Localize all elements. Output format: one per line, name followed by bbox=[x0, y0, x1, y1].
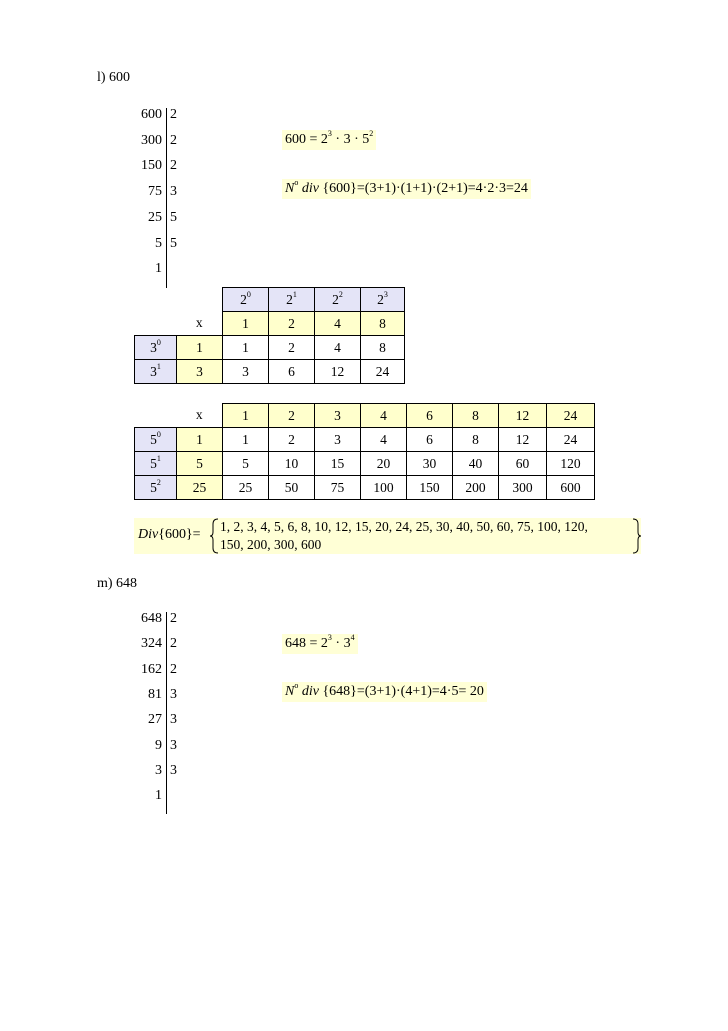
factor-row bbox=[120, 684, 200, 706]
header-value-cell: 24 bbox=[547, 404, 595, 428]
header-value-cell: 2 bbox=[269, 404, 315, 428]
row-value-cell: 1 bbox=[177, 336, 223, 360]
power-base: 2 bbox=[332, 291, 339, 307]
left-brace-icon bbox=[210, 518, 220, 554]
power-exponent: 0 bbox=[246, 289, 251, 299]
factor-number: 27 bbox=[148, 712, 162, 728]
factor-number: 324 bbox=[141, 636, 162, 652]
product-cell: 150 bbox=[407, 476, 453, 500]
factor-number: 9 bbox=[155, 737, 162, 753]
product-cell: 2 bbox=[269, 428, 315, 452]
product-cell: 25 bbox=[223, 476, 269, 500]
factor-number: 1 bbox=[155, 261, 162, 277]
blank-cell bbox=[135, 404, 177, 428]
formula-lhs: 648 = 2 bbox=[285, 636, 328, 651]
formula-n: N bbox=[285, 684, 295, 699]
power-base: 5 bbox=[150, 479, 157, 495]
product-cell: 40 bbox=[453, 452, 499, 476]
header-value-cell: 1 bbox=[223, 404, 269, 428]
power-exponent: 1 bbox=[156, 361, 161, 371]
table-row bbox=[135, 336, 405, 360]
power-header-cell bbox=[269, 288, 315, 312]
factor-divisor: 2 bbox=[170, 636, 177, 652]
factor-divisor: 2 bbox=[170, 158, 177, 174]
product-cell: 12 bbox=[315, 360, 361, 384]
formula-mid: · 3 · 5 bbox=[331, 132, 370, 147]
factor-divisor: 3 bbox=[170, 762, 177, 778]
div-label: Div bbox=[138, 527, 159, 542]
formula-rest: {648}=(3+1)·(4+1)=4·5= 20 bbox=[322, 684, 484, 699]
factor-row bbox=[120, 633, 200, 655]
header-value-cell: 3 bbox=[315, 404, 361, 428]
product-cell: 8 bbox=[361, 336, 405, 360]
factor-row bbox=[120, 785, 200, 807]
power-row-header bbox=[135, 452, 177, 476]
exponent: 4 bbox=[350, 633, 355, 642]
x-label: x bbox=[195, 315, 203, 331]
product-cell: 50 bbox=[269, 476, 315, 500]
header-value-cell: 1 bbox=[223, 312, 269, 336]
table-row bbox=[135, 360, 405, 384]
factor-divisor: 3 bbox=[170, 184, 177, 200]
factor-row bbox=[120, 760, 200, 782]
table-row bbox=[135, 476, 595, 500]
product-cell: 4 bbox=[361, 428, 407, 452]
x-label: x bbox=[195, 407, 203, 423]
power-header-cell bbox=[361, 288, 405, 312]
product-cell: 6 bbox=[407, 428, 453, 452]
product-cell: 100 bbox=[361, 476, 407, 500]
product-cell: 3 bbox=[223, 360, 269, 384]
factor-divisor: 3 bbox=[170, 737, 177, 753]
product-cell: 8 bbox=[453, 428, 499, 452]
power-row-header bbox=[135, 476, 177, 500]
product-cell: 24 bbox=[547, 428, 595, 452]
product-cell: 3 bbox=[315, 428, 361, 452]
factor-row bbox=[120, 233, 200, 255]
formula-sup: o bbox=[294, 178, 299, 187]
factor-divisor: 5 bbox=[170, 209, 177, 225]
division-line bbox=[166, 612, 167, 814]
prime-factorization-600 bbox=[282, 130, 376, 150]
division-line bbox=[166, 108, 167, 288]
formula-div: div bbox=[298, 181, 319, 196]
header-value-cell: 2 bbox=[269, 312, 315, 336]
power-exponent: 2 bbox=[156, 477, 161, 487]
row-value-cell: 1 bbox=[177, 428, 223, 452]
header-value-cell: 12 bbox=[499, 404, 547, 428]
factor-number: 3 bbox=[155, 762, 162, 778]
power-base: 2 bbox=[377, 291, 384, 307]
formula-mid: · 3 bbox=[331, 636, 351, 651]
factor-row bbox=[120, 659, 200, 681]
formula-div: div bbox=[298, 684, 319, 699]
power-base: 2 bbox=[240, 291, 247, 307]
factor-number: 75 bbox=[148, 184, 162, 200]
factor-number: 1 bbox=[155, 788, 162, 804]
factor-row bbox=[120, 104, 200, 126]
section-m-heading: m) 648 bbox=[97, 576, 138, 591]
product-cell: 1 bbox=[223, 336, 269, 360]
product-cell: 24 bbox=[361, 360, 405, 384]
formula-rest: {600}=(3+1)·(1+1)·(2+1)=4·2·3=24 bbox=[322, 181, 528, 196]
product-cell: 120 bbox=[547, 452, 595, 476]
factor-row bbox=[120, 608, 200, 630]
divisor-line-1: 1, 2, 3, 4, 5, 6, 8, 10, 12, 15, 20, 24, 25, 30, 40, 50, 60, 75, 100, 120, bbox=[220, 519, 588, 534]
power-row-header bbox=[135, 428, 177, 452]
factor-divisor: 2 bbox=[170, 107, 177, 122]
divisor-set-600 bbox=[134, 518, 641, 554]
power-exponent: 0 bbox=[156, 429, 161, 439]
row-value-cell: 3 bbox=[177, 360, 223, 384]
power-exponent: 1 bbox=[292, 289, 297, 299]
factor-row bbox=[120, 735, 200, 757]
product-cell: 12 bbox=[499, 428, 547, 452]
factor-number: 25 bbox=[148, 209, 162, 225]
power-base: 3 bbox=[150, 363, 157, 379]
power-row-header bbox=[135, 360, 177, 384]
product-cell: 75 bbox=[315, 476, 361, 500]
blank-cell bbox=[177, 288, 223, 312]
factor-divisor: 3 bbox=[170, 712, 177, 728]
power-base: 5 bbox=[150, 431, 157, 447]
factor-number: 300 bbox=[141, 132, 162, 148]
header-value-cell: 4 bbox=[315, 312, 361, 336]
product-cell: 30 bbox=[407, 452, 453, 476]
table-row bbox=[135, 428, 595, 452]
factor-row bbox=[120, 130, 200, 152]
div-arg: {600}= bbox=[158, 527, 201, 542]
divisor-set-label bbox=[138, 527, 201, 543]
product-cell: 20 bbox=[361, 452, 407, 476]
power-exponent: 0 bbox=[156, 337, 161, 347]
right-brace-icon bbox=[631, 518, 641, 554]
factor-row bbox=[120, 709, 200, 731]
exponent: 3 bbox=[327, 633, 332, 642]
product-cell: 5 bbox=[223, 452, 269, 476]
power-header-cell bbox=[223, 288, 269, 312]
power-exponent: 3 bbox=[383, 289, 388, 299]
factor-number: 5 bbox=[155, 235, 162, 251]
factor-row bbox=[120, 181, 200, 203]
product-cell: 300 bbox=[499, 476, 547, 500]
divisor-table-2 bbox=[134, 403, 595, 500]
header-value-cell: 6 bbox=[407, 404, 453, 428]
header-value-cell: 4 bbox=[361, 404, 407, 428]
product-cell: 600 bbox=[547, 476, 595, 500]
power-base: 2 bbox=[286, 291, 293, 307]
power-base: 5 bbox=[150, 455, 157, 471]
power-exponent: 1 bbox=[156, 453, 161, 463]
formula-lhs: 600 = 2 bbox=[285, 132, 328, 147]
factor-divisor: 2 bbox=[170, 611, 177, 626]
blank-cell bbox=[135, 312, 177, 336]
row-value-cell: 5 bbox=[177, 452, 223, 476]
header-value-cell: 8 bbox=[361, 312, 405, 336]
prime-factorization-648 bbox=[282, 634, 358, 654]
exponent: 2 bbox=[369, 129, 374, 138]
divisor-line-2: 150, 200, 300, 600 bbox=[220, 537, 322, 552]
header-value-cell: 8 bbox=[453, 404, 499, 428]
table-row bbox=[135, 452, 595, 476]
factor-number: 600 bbox=[141, 107, 162, 122]
product-cell: 10 bbox=[269, 452, 315, 476]
section-l-heading: l) 600 bbox=[97, 70, 131, 85]
power-base: 3 bbox=[150, 339, 157, 355]
divisor-count-600 bbox=[282, 179, 531, 199]
factor-number: 150 bbox=[141, 158, 162, 174]
product-cell: 4 bbox=[315, 336, 361, 360]
factor-divisor: 2 bbox=[170, 132, 177, 148]
exponent: 3 bbox=[327, 129, 332, 138]
factor-divisor: 5 bbox=[170, 235, 177, 251]
formula-sup: o bbox=[294, 681, 299, 690]
factor-row bbox=[120, 207, 200, 229]
factor-divisor: 2 bbox=[170, 661, 177, 677]
factor-divisor: 3 bbox=[170, 686, 177, 702]
divisor-count-648 bbox=[282, 682, 487, 702]
factor-row bbox=[120, 258, 200, 280]
product-cell: 60 bbox=[499, 452, 547, 476]
row-value-cell: 25 bbox=[177, 476, 223, 500]
product-cell: 6 bbox=[269, 360, 315, 384]
blank-cell bbox=[135, 288, 177, 312]
product-cell: 2 bbox=[269, 336, 315, 360]
power-exponent: 2 bbox=[338, 289, 343, 299]
factor-number: 81 bbox=[148, 686, 162, 702]
power-row-header bbox=[135, 336, 177, 360]
product-cell: 15 bbox=[315, 452, 361, 476]
product-cell: 200 bbox=[453, 476, 499, 500]
factor-number: 648 bbox=[141, 611, 162, 626]
formula-n: N bbox=[285, 181, 295, 196]
factor-number: 162 bbox=[141, 661, 162, 677]
power-header-cell bbox=[315, 288, 361, 312]
divisor-table-1 bbox=[134, 287, 405, 384]
product-cell: 1 bbox=[223, 428, 269, 452]
factor-row bbox=[120, 155, 200, 177]
